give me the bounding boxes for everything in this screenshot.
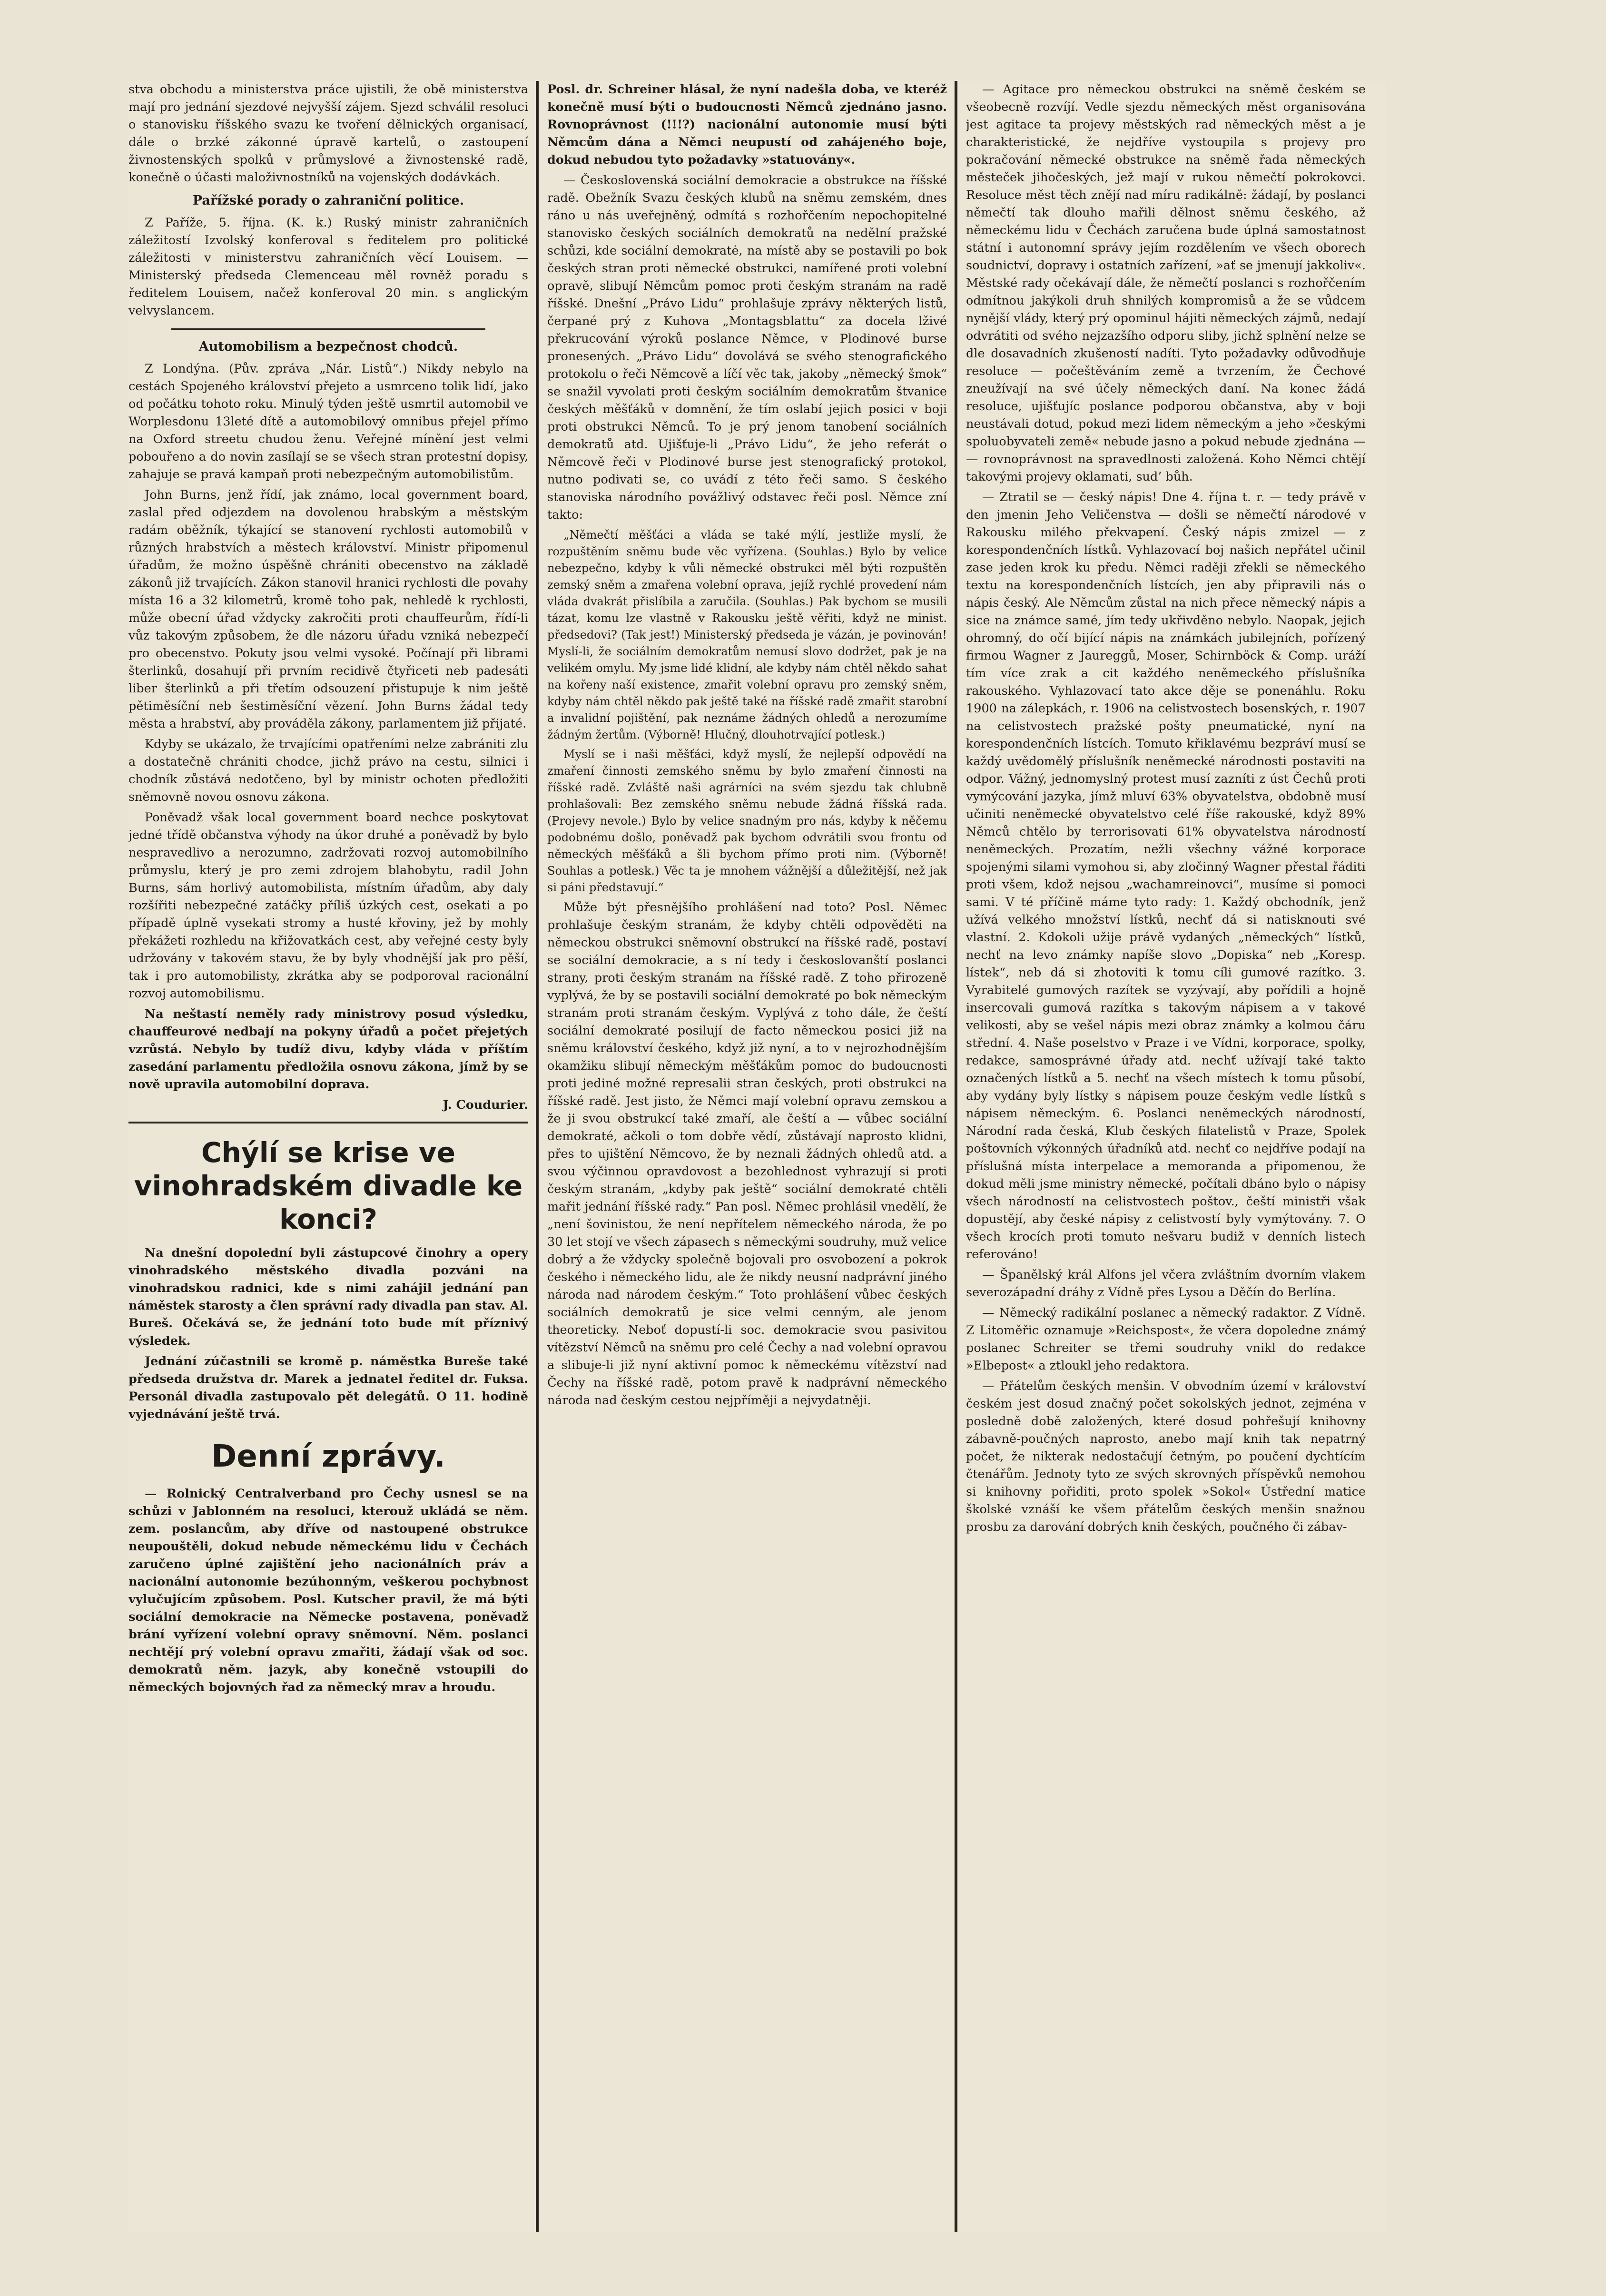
article-paragraph: — Přátelům českých menšin. V obvodním území v království českém jest dosud značný počet sokolských jednot, zejména v posledně době založených, které dosud pohřešují knihovny zábavně-poučných naprosto, anebo mají knih tak nepatrný počet, že nikterak nedostačují četným, po poučení dychtícím čtenářům. Jednoty tyto ze svých skrovných příspěvků nemohou si knihovny pořiditi, proto spolek »Sokol« Ústřední matice školské vznáší ke všem přátelům českých menšin snažnou prosbu za darování dobrých knih českých, poučného či zábav- [966, 1379, 1366, 1534]
quote-paragraph: Myslí se i naši měšťáci, když myslí, že nejlepší odpovědí na zmaření činnosti zemského sněmu by bylo zmaření činnosti na říšské radě. Zvláště naši agrárníci na svém sjezdu tak chlubně prohlašovali: Bez zemského sněmu nebude žádná říšská rada. (Projevy nevole.) Bylo by velice snadným pro nás, kdyby k něčemu podobnému došlo, poněvadž pak bychom odvrátili svou frontu od německých měšťáků a šli bychom přímo proti nim. (Výborně! Souhlas a potlesk.) Věc ta je mnohem vážnější a důležitější, než jak si páni představují.“ [547, 748, 947, 894]
quotation-block [547, 527, 947, 896]
article-paragraph: Z Paříže, 5. října. (K. k.) Ruský ministr zahraničních záležitostí Izvolský konferoval s ředitelem pro politické záležitosti v ministerstvu zahraničních věcí Louisem. — Ministerský předseda Clemenceau měl rovněž poradu s ředitelem Louisem, načež konferoval 20 min. s anglickým velvyslancem. [128, 216, 528, 318]
article-paragraph: Posl. dr. Schreiner hlásal, že nyní nadešla doba, ve kteréž konečně musí býti o budoucnosti Němců zjednáno jasno. Rovnoprávnost (!!!?) nacionální autonomie musí býti Němcům dána a Němci neupustí od zahájeného boje, dokud nebudou tyto požadavky »statuovány«. [547, 82, 947, 167]
article-paragraph: — Agitace pro německou obstrukci na sněmě českém se všeobecně rozvíjí. Vedle sjezdu německých měst organisována jest agitace ta projevy městských rad německých měst a je charakteristické, že nejdříve vystoupila s projevy pro pokračování německé obstrukce na sněmě řada německých městeček jihočeských, jež mají v rukou němečtí pokrokovci. Resoluce měst těch znějí nad míru radikálně: žádají, by poslanci němečtí tak dlouho mařili dělnost sněmu českého, až německému lidu v Čechách zaručena bude úplná samostatnost státní i autonomní správy jejím rozdělením ve všech oborech soudnictví, dopravy i ostatních zařízení, »ať se jmenují jakkoliv«. Městské rady očekávají dále, že němečtí poslanci s rozhořčením odmítnou jakýkoli druh shnilých kompromisů a že se vůdcem nynější vlády, který prý opominul hájiti německých zájmů, nedají odvrátiti od svého nejzazšího odporu sliby, jichž splnění nelze se dle dosavadních zkušeností nadíti. Tyto požadavky odůvodňuje resoluce — počeštěváním země a tvrzením, že Čechové zneužívají na své účely německých daní. Na konec žádá resoluce, ujišťujíc poslance podporou občanstva, aby v boji neustávali dotud, pokud mezi lidem německým a jeho »českými spoluobyvateli země« nebude jasno a pokud nebude zjednána — — rovnoprávnost na spravedlnosti založená. Koho Němci chtějí takovými projevy oklamati, sud’ bůh. [966, 82, 1366, 484]
author-signature: J. Coudurier. [443, 1098, 528, 1112]
headline-theatre-crisis: Chýlí se krise ve vinohradském divadle ke konci? [134, 1136, 523, 1235]
article-paragraph: Kdyby se ukázalo, že trvajícími opatřeními nelze zabrániti zlu a dostatečně chrániti chodce, jichž právo na cestu, silnici i chodník zůstává nedotčeno, byl by ministr ochoten předložiti sněmovně novou osnovu zákona. [128, 737, 528, 804]
article-paragraph: Poněvadž však local government board nechce poskytovat jedné třídě občanstva výhody na úkor druhé a poněvadž by bylo nespravedlivo a nerozumno, zadržovati rozvoj automobilního průmyslu, který je pro zemi zdrojem blahobytu, radil John Burns, sám horlivý automobilista, místním úřadům, aby daly rozšířiti nebezpečné zatáčky příliš úzkých cest, osekati a po případě úplně vysekati stromy a husté křoviny, jež by mohly překážeti rozhledu na křižovatkách cest, aby veřejné cesty byly udržovány v takovém stavu, že by byly vhodnější jak pro pěší, tak i pro automobilisty, zkrátka aby se podporoval racionální rozvoj automobilismu. [128, 810, 528, 1001]
headline-automobilism: Automobilism a bezpečnost chodců. [198, 339, 458, 354]
article-paragraph: stva obchodu a ministerstva práce ujistili, že obě ministerstva mají pro jednání sjezdové nejvyšší zájem. Sjezd schválil resoluci o stanovisku říšského svazu ke tvoření dělnických organisací, dále o brzké zákonné úpravě kartelů, o zastoupení živnostenských spolků v průmyslové a živnostenské radě, konečně o účasti maloživnostníků na vojenských dodávkách. [128, 82, 528, 185]
article-paragraph: — Ztratil se — český nápis! Dne 4. října t. r. — tedy právě v den jmenin Jeho Veličenstva — došli se němečtí národové v Rakousku milého překvapení. Český nápis zmizel — z korespondenčních lístků. Vyhlazovací boj našich nepřátel učinil zase jeden krok ku předu. Němci raději zřekli se německého textu na korespondenčních lístcích, jen aby připravili nás o nápis český. Ale Němcům zůstal na nich přece německý nápis a sice na známce samé, jím tedy ukřivděno nebylo. Naopak, jejich ohromný, do očí bijící nápis na známkách jubilejních, pořízený firmou Wagner z Jaureggů, Moser, Schirnböck & Comp. uráží tím více zrak a cit každého neněmeckého příslušníka rakouského. Vyhlazovací tato akce děje se ponenáhlu. Roku 1900 na zálepkách, r. 1906 na celistvostech bosenských, r. 1907 na celistvostech pražské pošty pneumatické, nyní na korespondenčních lístcích. Tomuto křiklavému bezpráví musí se každý uvědomělý příslušník neněmecké národnosti postaviti na odpor. Vážný, jednomyslný protest musí zazníti z úst Čechů proti vymýcování jazyka, jímž mluví 63% obyvatelstva, obdobně musí učiniti neněmecké obyvatelstvo celé říše rakouské, když 89% Němců chtělo by terrorisovati 61% obyvatelstva národností neněmeckých. Prozatím, nežli všechny vážné korporace spojenými silami vymohou si, aby zločinný Wagner přestal řáditi proti všem, kdož nejsou „wachamreinovci“, musíme si pomoci sami. V té příčině máme tyto rady: 1. Každý obchodník, jenž užívá velkého množství lístků, nechť dá si natisknouti své vlastní. 2. Kdokoli užije právě vydaných „německých“ lístků, nechť na levo známky napíše slovo „Dopiska“ neb „Koresp. lístek“, neb dá si zhotoviti k tomu cíli gumové razítko. 3. Vyrabitelé gumových razítek se vyzývají, aby pořídili a hojně insercovali gumová razítka s takovým nápisem a v takové velikosti, aby se vešel nápis mezi obraz známky a kolmou čáru střední. 4. Naše poselstvo v Praze i ve Vídni, korporace, spolky, redakce, samosprávné úřady atd. nechť užívají také takto označených lístků a 5. nechť na všech místech k tomu působí, aby vydány byly lístky s nápisem pouze českým vedle lístků s nápisem německým. 6. Poslanci neněmeckých národností, Národní rada česká, Klub českých filatelistů v Praze, Spolek poštovních výkonných úřadníků atd. nechť co nejdříve podají na příslušná místa interpelace a memoranda a připomenou, že dokud měli jsme ministry německé, počítali dbáno bylo o nápisy všech národností na celistvostech poštov., čeští ministři však dopustějí, aby české nápisy z celistvostí byly vymýtovány. 7. O všech krocích proti tomuto nešvaru budiž v denních listech referováno! [966, 490, 1366, 1261]
headline-paris: Pařížské porady o zahraniční politice. [192, 193, 464, 208]
column-left [128, 81, 528, 2232]
newspaper-page [128, 81, 1385, 2232]
article-paragraph: Může být přesnějšího prohlášení nad toto? Posl. Němec prohlašuje českým stranám, že kdyby chtěli odpověděti na německou obstrukci sněmovní obstrukcí na říšské radě, postaví se sociální demokracie, a s ní tedy i českoslovanští poslanci strany, proti českým stranám na říšské radě. Z toho přirozeně vyplývá, že by se postavili sociální demokraté po bok německým stranám proti stranám českým. Vyplývá z toho dále, že čeští sociální demokraté posilují de facto německou posici již na sněmu království českého, když již nyní, a to v nejrozhodnějším okamžiku slibují německým měšťákům pomoc do budoucnosti proti jediné možné represalii stran českých, proti obstrukci na říšské radě. Jest jisto, že Němci mají volební opravu zemskou a že ji svou obstrukcí také zmaří, ale čeští a — vůbec sociální demokraté, ačkoli o tom dobře vědí, zůstávají naprosto klidni, přes to ujištění Němcovo, že by neznali žádných ohledů atd. a svou výčinnou opravdovost a bezohlednost vyhrazují si proti českým stranám, „kdyby pak ještě“ sociální demokraté chtěli mařit jednání říšské rady.“ Pan posl. Němec prohlásil vnedělí, že „není šovinistou, že není nepřítelem německého národa, že po 30 let stojí ve všech zápasech s německými soudruhy, muž velice dobrý a že vždycky společně bojovali pro osvobození a pokrok českého i německého lidu, ale že nikdy neusní nadprávní jiného národa nad národem českým.“ Toto prohlášení vůbec českých sociálních demokratů je sice velmi cenným, ale jenom theoreticky. Neboť dopustí-li soc. demokracie svou pasivitou vítězství Němců na sněmu pro celé Čechy a nad volební opravou a slibuje-li již nyní aktivní pomoc k německému vítězství nad Čechy na říšské radě, potom pravě k nadprávní německého národa nad českým cestou nejpříměji a nejvydatněji. [547, 900, 947, 1408]
article-paragraph: — Československá sociální demokracie a obstrukce na říšské radě. Obežník Svazu českých klubů na sněmu zemském, dnes ráno u nás uveřejněný, odmítá s rozhořčením nepochopitelné stanovisko českých sociálních demokratů na nedělní pražské schůzi, kde sociální demokratė, na místě aby se postavili po bok českých stran proti německé obstrukci, namířené proti volební opravě, slibují Němcům pomoc proti českým stranám na radě říšské. Dnešní „Právo Lidu“ prohlašuje zprávy některých listů, čerpané prý z Kuhova „Montagsblattu“ za docela lživé překrucování výroků poslance Němce, v Plodinové burse pronesených. „Právo Lidu“ dovolává se svého stenografického protokolu o řeči Němcově a líčí věc tak, jakoby „německý šmok“ se snažil vyvolati proti českým sociálním demokratům štvanice českých měšťáků v domnění, že tím oslabí jejich posici v boji proti obstrukci Němců. To je prý jenom tanobení sociálních demokratů atd. Ujišťuje-li „Právo Lidu“, že jeho referát o Němcově řeči v Plodinové burse jest stenografický protokol, nutno podivati se, co uvádí z této řeči samo. S českého stanoviska národního povážlivý odstavec řeči posl. Němce zní takto: [547, 173, 947, 522]
article-paragraph: Jednání zúčastnili se kromě p. náměstka Bureše také předseda družstva dr. Marek a jednatel ředitel dr. Fuksa. Personál divadla zastupovalo pět delegátů. O 11. hodině vyjednávání ještě trvá. [128, 1354, 528, 1421]
article-paragraph: John Burns, jenž řídí, jak známo, local government board, zaslal před odjezdem na dovolenou hrabským a městským radám oběžník, týkající se stanovení rychlosti automobilů v různých hrabstvích a městech království. Ministr připomenul úřadům, že možno úspěšně chrániti obecenstvo na základě zákonů již trvajících. Zákon stanovil hranici rychlosti dle povahy místa 16 a 32 kilometrů, kromě toho pak, nehledě k rychlosti, může obecní úřad vždycky zakročiti proti chauffeurům, řídí-li vůz takovým způsobem, že dle názoru úřadu vzniká nebezpečí pro obecenstvo. Pokuty jsou velmi vysoké. Počínají při librami šterlinků, dosahují při prvním recidivě čtyřiceti neb padesáti liber šterlinků a při třetím odsouzení přistupuje k nim ještě pětiměsíční neb šestiměsíční vězení. John Burns žádal tedy města a hrabství, aby prováděla zákony, parlamentem již přijaté. [128, 488, 528, 731]
quote-paragraph: „Němečtí měšťáci a vláda se také mýlí, jestliže myslí, že rozpuštěním sněmu bude věc vyřízena. (Souhlas.) Bylo by velice nebezpečno, kdyby k vůli německé obstrukci měl býti rozpuštěn zemský sněm a zmařena volební oprava, jejíž rychlé provedení nám vláda dvakrát přislíbila a zaručila. (Souhlas.) Pak bychom se musili tázat, komu lze vlastně v Rakousku ještě věřiti, když ne minist. předsedovi? (Tak jest!) Ministerský předseda je vázán, je povinován! Myslí-li, že sociálním demokratům nemusí slovo dodržet, pak je na velikém omylu. My jsme lidé klidní, ale kdyby nám chtěl někdo sahat na kořeny naší existence, zmařit volební opravu pro zemský sněm, kdyby nám chtěl někdo pak ještě také na říšské radě zmařit starobní a invalidní pojištění, pak neznáme žádných ohledů a nerozumíme žádným žertům. (Výborně! Hlučný, dlouhotrvající potlesk.) [547, 528, 947, 741]
column-middle [547, 81, 947, 2232]
separator [171, 328, 485, 330]
column-rule [955, 81, 957, 2232]
column-right [966, 81, 1366, 2232]
article-paragraph: Z Londýna. (Pův. zpráva „Nár. Listů“.) Nikdy nebylo na cestách Spojeného království přejeto a usmrceno tolik lidí, jako od počátku tohoto roku. Minulý týden ještě usmrtil automobil ve Worplesdonu 13leté dítě a automobilový omnibus přejel přímo na Oxford streetu chudou ženu. Veřejné mínění jest velmi pobouřeno a do novin zasílají se se všech stran protestní dopisy, zahajuje se pravá kampaň proti nebezpečným automobilistům. [128, 362, 528, 482]
column-rule [536, 81, 539, 2232]
article-paragraph: — Rolnický Centralverband pro Čechy usnesl se na schůzi v Jablonném na resoluci, kterouž ukládá se něm. zem. poslancům, aby dříve od nastoupené obstrukce neupouštěli, dokud nebude německému lidu v Čechách zaručeno úplné zajištění jeho nacionálních práv a nacionální autonomie bezúhonným, veškerou pochybnost vylučujícím způsobem. Posl. Kutscher pravil, že má býti sociální demokracie na Německe postavena, poněvadž brání vyřízení volební opravy sněmovní. Něm. poslanci nechtějí prý volební opravu zmařiti, žádají však od soc. demokratů něm. jazyk, aby konečně vstoupili do německých bojovných řad za německý mrav a hroudu. [128, 1487, 528, 1695]
article-paragraph: Na neštastí neměly rady ministrovy posud výsledku, chauffeurové nedbají na pokyny úřadů a počet přejetých vzrůstá. Nebylo by tudíž divu, kdyby vláda v příštím zasedání parlamentu předložila osnovu zákona, jímž by se nově upravila automobilní doprava. [128, 1007, 528, 1092]
section-title-daily-news: Denní zprávy. [211, 1439, 445, 1474]
separator [128, 1122, 528, 1123]
article-paragraph: Na dnešní dopolední byli zástupcové činohry a opery vinohradského městského divadla pozváni na vinohradskou radnici, kde s nimi zahájil jednání pan náměstek starosty a člen správní rady divadla pan stav. Al. Bureš. Očekává se, že jednání toto bude mít příznivý výsledek. [128, 1246, 528, 1348]
article-paragraph: — Španělský král Alfons jel včera zvláštním dvorním vlakem severozápadní dráhy z Vídně přes Lysou a Děčín do Berlína. [966, 1268, 1366, 1300]
article-paragraph: — Německý radikální poslanec a německý radaktor. Z Vídně. Z Litoměřic oznamuje »Reichspost«, že včera dopoledne známý poslanec Schreiter se třemi soudruhy vnikl do redakce »Elbepost« a ztloukl jeho redaktora. [966, 1306, 1366, 1373]
